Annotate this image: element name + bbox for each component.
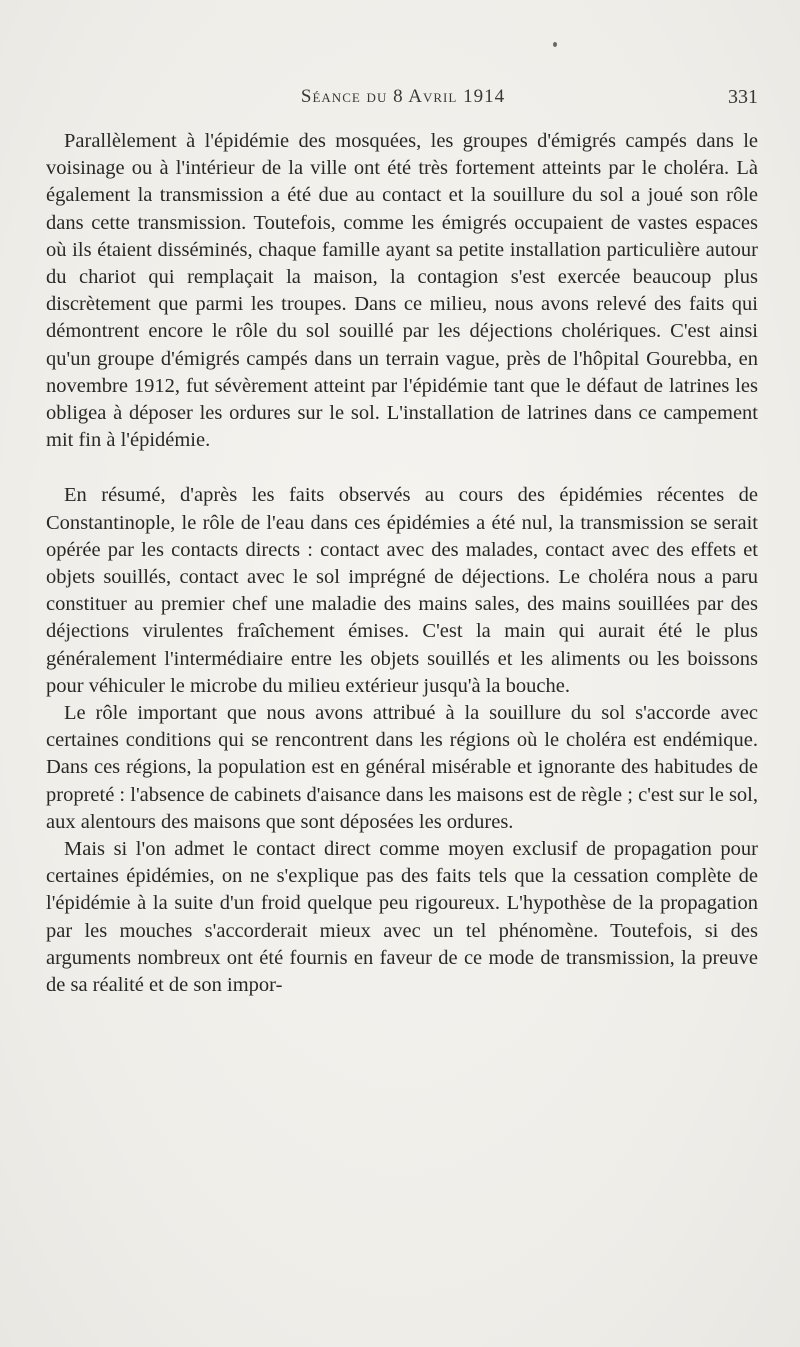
- ink-speck: [553, 42, 557, 47]
- paragraph-souillure-sol: Le rôle important que nous avons attribué à la souillure du sol s'accorde avec certaines conditions qui se rencontrent dans les régions où le choléra est endémique. Dans ces régions, la population est en général misérable et ignorante des habitudes de propreté : l'absence de cabinets d'aisance dans les maisons est de règle ; c'est sur le sol, aux alentours des maisons que sont déposées les ordures.: [46, 702, 758, 833]
- paragraph-emigres: Parallèlement à l'épidémie des mosquées, les groupes d'émigrés campés dans le voisinage ou à l'intérieur de la ville ont été très fortement atteints par le choléra. Là également la transmission a été due au contact et la souillure du sol a joué son rôle dans cette transmission. Toutefois, comme les émigrés occupaient de vastes espaces où ils étaient disséminés, chaque famille ayant sa petite installation particulière autour du chariot qui remplaçait la maison, la contagion s'est exercée beaucoup plus discrètement que parmi les troupes. Dans ce milieu, nous avons relevé des faits qui démontrent encore le rôle du sol souillé par les déjections cholériques. C'est ainsi qu'un groupe d'émigrés campés dans un terrain vague, près de l'hôpital Gourebba, en novembre 1912, fut sévèrement atteint par l'épidémie tant que le défaut de latrines les obligea à déposer les ordures sur le sol. L'installation de latrines dans ce campement mit fin à l'épidémie.: [46, 130, 758, 452]
- paragraph-mouches: Mais si l'on admet le contact direct comme moyen exclusif de propagation pour certaines épidémies, on ne s'explique pas des faits tels que la cessation complète de l'épidémie à la suite d'un froid quelque peu rigoureux. L'hypothèse de la propagation par les mouches s'accorderait mieux avec un tel phénomène. Toutefois, si des arguments nombreux ont été fournis en faveur de ce mode de transmission, la preuve de sa réalité et de son impor-: [46, 838, 758, 997]
- running-head: [48, 86, 758, 116]
- body-text: [46, 128, 758, 999]
- paragraph-resume: En résumé, d'après les faits observés au cours des épidémies récentes de Constantinople, le rôle de l'eau dans ces épidémies a été nul, la transmission se serait opérée par les contacts directs : contact avec des malades, contact avec des effets et objets souillés, contact avec le sol imprégné de déjections. Le choléra nous a paru constituer au premier chef une maladie des mains sales, des mains souillées par des déjections virulentes fraîchement émises. C'est la main qui aurait été le plus généralement l'intermédiaire entre les objets souillés et les aliments ou les boissons pour véhiculer le microbe du milieu extérieur jusqu'à la bouche.: [46, 484, 758, 697]
- running-head-title: Séance du 8 Avril 1914: [300, 86, 506, 107]
- page-number: 331: [728, 86, 758, 108]
